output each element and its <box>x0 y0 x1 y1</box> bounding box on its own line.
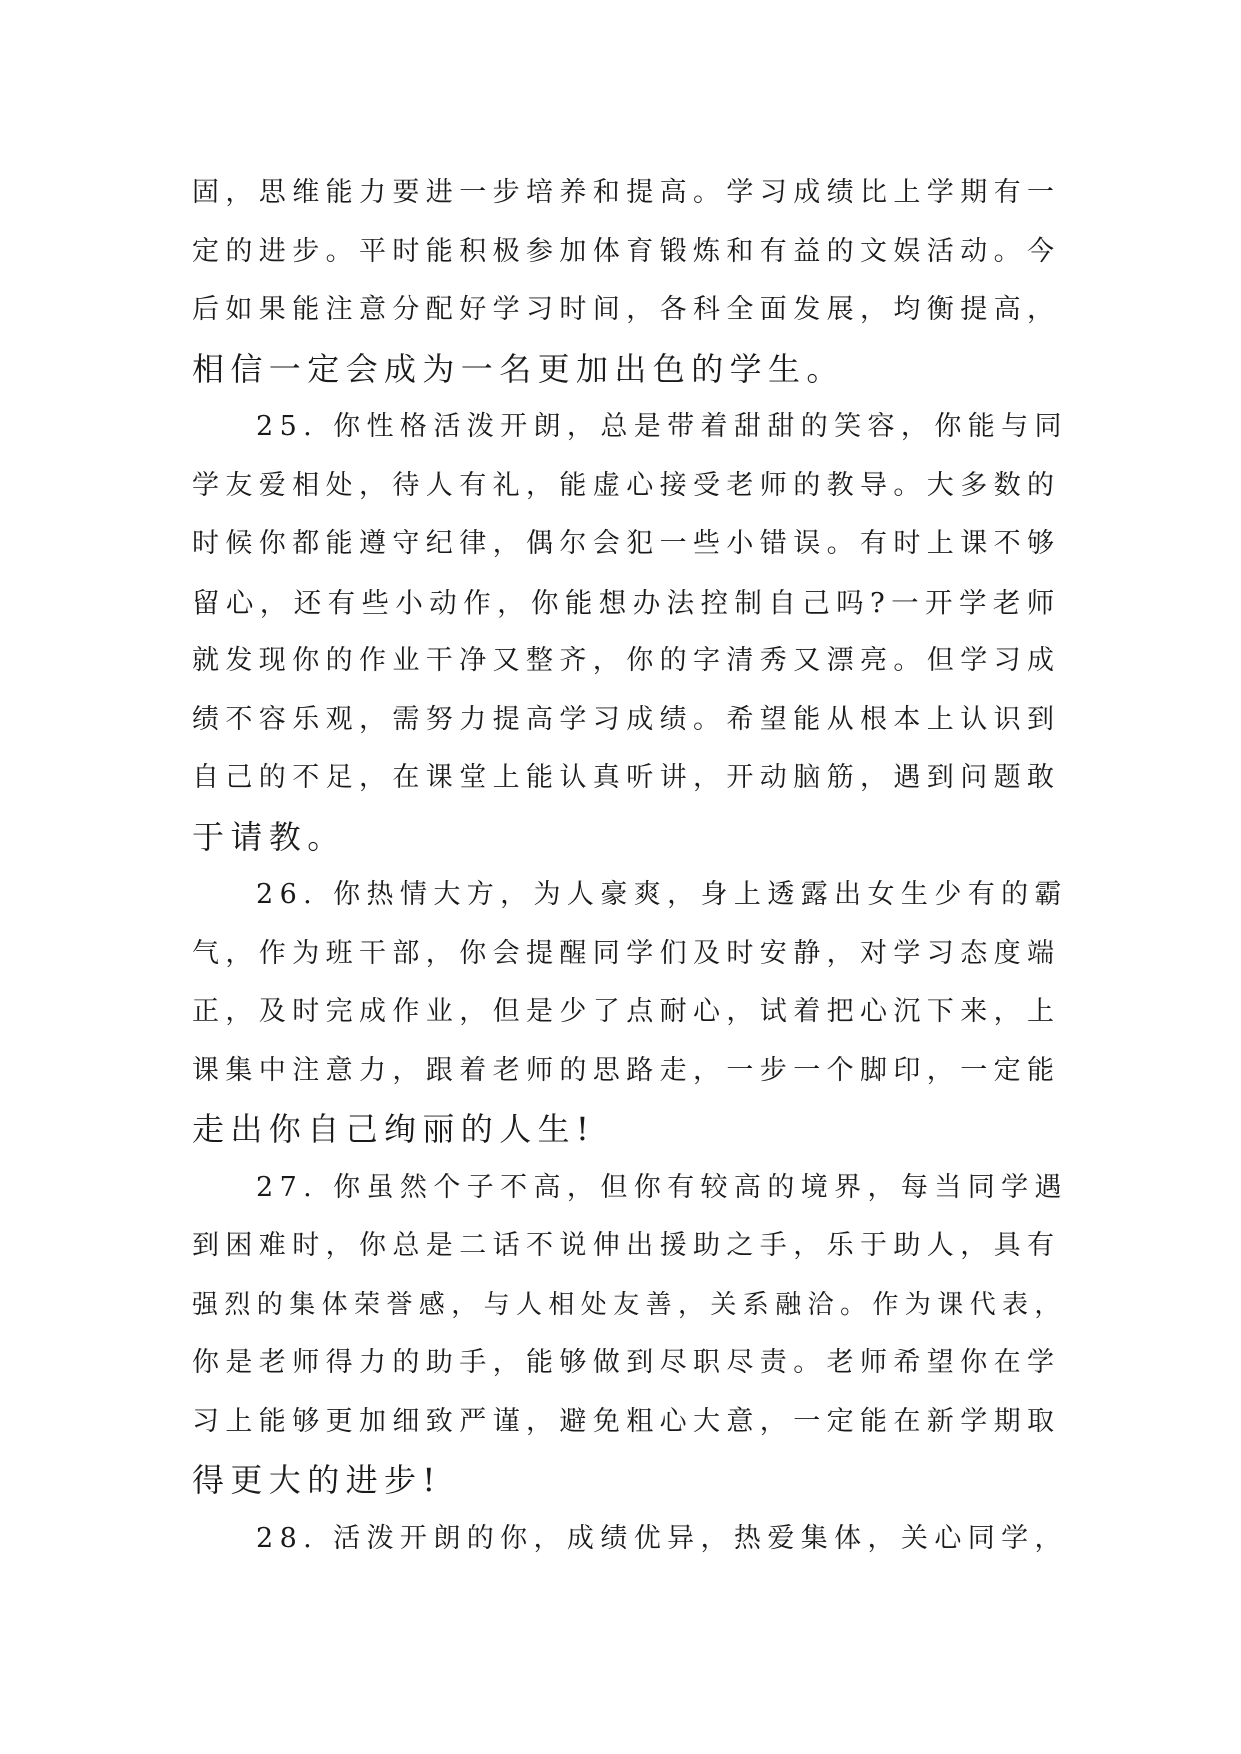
text-line: 正，及时完成作业，但是少了点耐心，试着把心沉下来，上 <box>192 996 1061 1027</box>
text-line: 就发现你的作业干净又整齐，你的字清秀又漂亮。但学习成 <box>192 645 1061 676</box>
text-line: 相信一定会成为一名更加出色的学生。 <box>192 349 845 388</box>
text-line: 固，思维能力要进一步培养和提高。学习成绩比上学期有一 <box>192 177 1061 208</box>
text-line: 学友爱相处，待人有礼，能虚心接受老师的教导。大多数的 <box>192 469 1061 501</box>
text-line: 你是老师得力的助手，能够做到尽职尽责。老师希望你在学 <box>192 1347 1061 1378</box>
text-line: 自己的不足，在课堂上能认真听讲，开动脑筋，遇到问题敢 <box>192 762 1061 793</box>
text-line: 到困难时，你总是二话不说伸出援助之手，乐于助人，具有 <box>192 1230 1061 1261</box>
text-line: 绩不容乐观，需努力提高学习成绩。希望能从根本上认识到 <box>192 703 1061 735</box>
text-line: 定的进步。平时能积极参加体育锻炼和有益的文娱活动。今 <box>192 235 1061 267</box>
text-line: 于请教。 <box>192 817 346 856</box>
text-line: 强烈的集体荣誉感，与人相处友善，关系融洽。作为课代表， <box>192 1289 1067 1320</box>
text-line: 后如果能注意分配好学习时间，各科全面发展，均衡提高， <box>192 294 1061 325</box>
text-line: 课集中注意力，跟着老师的思路走，一步一个脚印，一定能 <box>192 1054 1061 1086</box>
text-line: 留心，还有些小动作，你能想办法控制自己吗?一开学老师 <box>192 586 1061 619</box>
comment-26-start: 26. 你热情大方，为人豪爽，身上透露出女生少有的霸 <box>256 879 1068 910</box>
comment-28-start: 28. 活泼开朗的你，成绩优异，热爱集体，关心同学， <box>256 1522 1068 1554</box>
comment-25-start: 25. 你性格活泼开朗，总是带着甜甜的笑容，你能与同 <box>256 411 1068 442</box>
text-line: 时候你都能遵守纪律，偶尔会犯一些小错误。有时上课不够 <box>192 528 1061 559</box>
text-line: 走出你自己绚丽的人生! <box>192 1110 596 1148</box>
text-line: 气，作为班干部，你会提醒同学们及时安静，对学习态度端 <box>192 937 1061 969</box>
document-body <box>192 164 1072 1568</box>
text-line: 得更大的进步! <box>192 1461 442 1499</box>
comment-27-start: 27. 你虽然个子不高，但你有较高的境界，每当同学遇 <box>256 1171 1068 1203</box>
text-line: 习上能够更加细致严谨，避免粗心大意，一定能在新学期取 <box>192 1405 1061 1437</box>
